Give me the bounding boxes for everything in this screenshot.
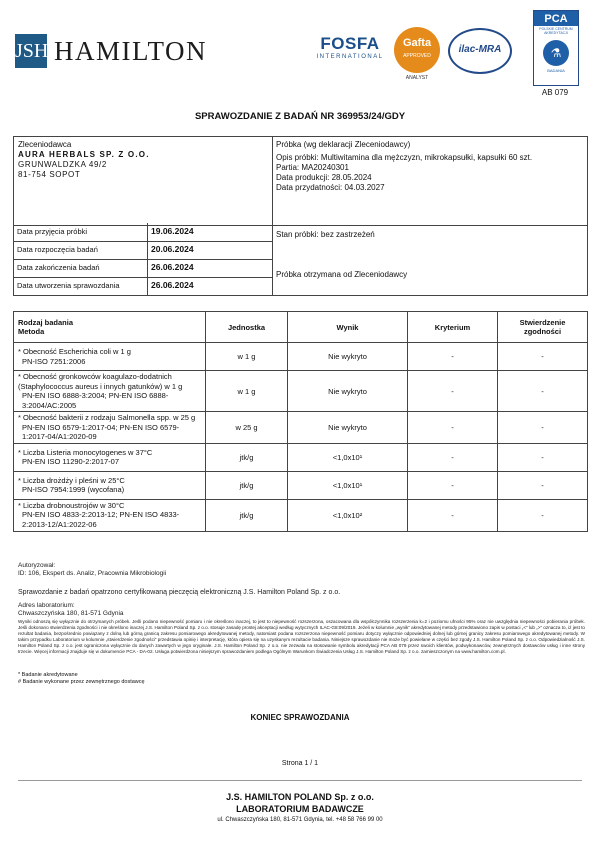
legend-accredited: * Badanie akredytowane <box>18 672 78 678</box>
gafta-analyst-label: ANALYST <box>405 75 429 81</box>
result-cell: <1,0x10¹ <box>288 471 408 499</box>
client-street: GRUNWALDZKA 49/2 <box>18 160 107 169</box>
sample-description: Opis próbki: Multiwitamina dla mężczyzn, mikrokapsułki, kapsułki 60 szt. <box>276 153 533 162</box>
pca-subtitle: POLSKIE CENTRUM AKREDYTACJI <box>539 27 573 35</box>
dates-divider <box>272 223 273 295</box>
gafta-approved: APPROVED <box>403 53 431 59</box>
authorized-label: Autoryzował: <box>18 562 56 569</box>
client-city: 81-754 SOPOT <box>18 170 81 179</box>
test-cell: * Liczba drożdży i pleśni w 25°C PN-ISO 7954:1999 (wycofana) <box>14 471 206 499</box>
conformity-cell: - <box>498 343 588 371</box>
criterion-cell: - <box>408 499 498 531</box>
test-cell: * Liczba drobnoustrojów w 30°C PN-EN ISO 4833-2:2013-12; PN-EN ISO 4833-2:2013-12/A1:2022-06 <box>14 499 206 531</box>
date-row-end <box>13 259 272 278</box>
sample-validity-date: Data przydatności: 04.03.2027 <box>276 183 385 192</box>
header-unit: Jednostka <box>206 312 288 343</box>
fosfa-subtitle: INTERNATIONAL <box>316 54 384 60</box>
header-conformity: Stwierdzenie zgodności <box>498 312 588 343</box>
unit-cell: jtk/g <box>206 443 288 471</box>
pca-lab-label: BADANIA <box>547 68 565 73</box>
result-cell: Nie wykryto <box>288 412 408 444</box>
date-value: 26.06.2024 <box>151 280 194 290</box>
client-sample-divider <box>272 136 273 225</box>
end-of-report: KONIEC SPRAWOZDANIA <box>250 713 350 722</box>
test-cell: * Liczba Listeria monocytogenes w 37°C PN-EN ISO 11290-2:2017-07 <box>14 443 206 471</box>
page-number: Strona 1 / 1 <box>281 760 319 767</box>
conformity-cell: - <box>498 499 588 531</box>
table-row <box>14 371 588 412</box>
table-row <box>14 499 588 531</box>
table-row <box>14 412 588 444</box>
sample-header: Próbka (wg deklaracji Zleceniodawcy) <box>276 140 411 149</box>
header-result: Wynik <box>288 312 408 343</box>
sample-received-from: Próbka otrzymana od Zleceniodawcy <box>276 270 408 279</box>
conformity-cell: - <box>498 471 588 499</box>
legend-external: # Badanie wykonane przez zewnętrznego dostawcę <box>18 679 145 685</box>
authorized-value: ID: 106, Ekspert ds. Analiz, Pracownia Mikrobiologii <box>18 570 167 577</box>
lab-address-value: Chwaszczyńska 180, 81-571 Gdynia <box>18 610 124 617</box>
footer-lab: LABORATORIUM BADAWCZE <box>236 804 364 814</box>
test-cell: * Obecność Escherichia coli w 1 g PN-ISO 7251:2006 <box>14 343 206 371</box>
date-label: Data utworzenia sprawozdania <box>17 281 120 290</box>
date-value: 26.06.2024 <box>151 262 194 272</box>
results-table <box>13 311 588 532</box>
date-label: Data rozpoczęcia badań <box>17 245 98 254</box>
table-row <box>14 343 588 371</box>
result-cell: <1,0x10² <box>288 499 408 531</box>
unit-cell: w 25 g <box>206 412 288 444</box>
date-row-created <box>13 277 272 295</box>
footer-company: J.S. HAMILTON POLAND Sp. z o.o. <box>226 792 374 802</box>
criterion-cell: - <box>408 471 498 499</box>
header-criterion: Kryterium <box>408 312 498 343</box>
unit-cell: jtk/g <box>206 471 288 499</box>
conformity-cell: - <box>498 443 588 471</box>
criterion-cell: - <box>408 443 498 471</box>
client-label: Zleceniodawca <box>18 140 72 149</box>
result-cell: Nie wykryto <box>288 343 408 371</box>
disclaimer-text: Wyniki odnoszą się wyłącznie do otrzymanych próbek. Jeśli podano niepewność pomiaru i nie określono inaczej, to jest to niepewność rozszerzona, oszacowana dla współczynnika rozszerzenia k=2 i poziomu ufności 95% oraz nie uwzględnia niepewności pobierania próbek. Jeśli dokonano stwierdzenia zgodności i nie określono inaczej J.S. Hamilton Poland Sp. z o.o. stosuje zasadę prostej akceptacji według wytycznych ILAC-G8:09/2019. Jeżeli w kolumnie „wynik” akredytowanej metody przedstawiono zapis w postaci „<” lub „>” oznacza to, iż jest to rezultat badania, bezpośrednio powiązany z dolną lub górną granicą zakresu pomiarowego akredytowanej metody, natomiast podana rozszerzona niepewność pomiaru dotyczy wyłącznie odpowiedniej dolnej lub górnej granicy zakresu pomiarowego akredytowanej metody. W takim przypadku Laboratorium w kolumnie „stwierdzenie zgodności” przedstawia opinię i interpretację, która opiera się na uzyskanym rezultacie badania. Niniejsze sprawozdanie nie może być powielane w części bez zgody J.S. Hamilton Poland Sp. z o.o. Odpowiedzialność J.S. Hamilton Poland Sp. z o.o. jest ograniczona wyłącznie do danych zawartych w jego oryginale. J.S. Hamilton Poland Sp. z o.o. nie zezwala na stosowanie symbolu akredytacji PCA AB 079 przez swoich klientów, podwykonawców, zewnętrznych dostawców usług i inne strony trzecie. Więcej informacji znajduje się w dokumencie PCA - DA-02. Usługa potwierdzona niniejszym sprawozdaniem podlega Ogólnym Warunkom Świadczenia Usług J.S. Hamilton Poland Sp. z o.o. zamieszczonym na www.hamilton.com.pl. <box>18 619 585 654</box>
conformity-cell: - <box>498 371 588 412</box>
gafta-name: Gafta <box>402 37 432 49</box>
client-name: AURA HERBALS SP. Z O.O. <box>18 150 150 159</box>
signature-note: Sprawozdanie z badań opatrzono certyfikowaną pieczęcią elektroniczną J.S. Hamilton Poland Sp. z o.o. <box>18 589 341 596</box>
company-logo-text: HAMILTON <box>54 36 208 66</box>
sample-production-date: Data produkcji: 28.05.2024 <box>276 173 372 182</box>
pca-name: PCA <box>534 11 578 26</box>
fosfa-logo <box>310 34 390 60</box>
accreditation-number: AB 079 <box>541 88 569 97</box>
conformity-cell: - <box>498 412 588 444</box>
report-title: SPRAWOZDANIE Z BADAŃ NR 369953/24/GDY <box>194 111 406 122</box>
lab-address-label: Adres laboratorium: <box>18 602 75 609</box>
date-value: 20.06.2024 <box>151 244 194 254</box>
criterion-cell: - <box>408 412 498 444</box>
date-label: Data zakończenia badań <box>17 263 100 272</box>
unit-cell: w 1 g <box>206 371 288 412</box>
criterion-cell: - <box>408 371 498 412</box>
pca-accreditation-logo <box>533 10 579 86</box>
test-cell: * Obecność gronkowców koagulazo-dodatnich (Staphylococcus aureus i innych gatunków) w 1 g PN-EN ISO 6888-3:2004; PN-EN ISO 6888-3:2004/AC:2005 <box>14 371 206 412</box>
flask-icon: ⚗ <box>543 40 569 66</box>
test-cell: * Obecność bakterii z rodzaju Salmonella spp. w 25 g PN-EN ISO 6579-1:2017-04; PN-EN ISO 6579-1:2017-04/A1:2020-09 <box>14 412 206 444</box>
ilac-mra-logo: ilac-MRA <box>448 28 512 74</box>
date-label: Data przyjęcia próbki <box>17 227 88 236</box>
result-cell: Nie wykryto <box>288 371 408 412</box>
sample-state: Stan próbki: bez zastrzeżeń <box>276 230 375 239</box>
company-logo-mark: JSH <box>15 34 47 68</box>
footer-divider <box>18 780 582 781</box>
date-row-received <box>13 223 272 242</box>
sample-batch: Partia: MA20240301 <box>276 163 349 172</box>
footer-address: ul. Chwaszczyńska 180, 81-571 Gdynia, tel. +48 58 766 99 00 <box>217 817 383 823</box>
result-cell: <1,0x10¹ <box>288 443 408 471</box>
date-value: 19.06.2024 <box>151 226 194 236</box>
date-row-start <box>13 241 272 260</box>
table-row <box>14 443 588 471</box>
unit-cell: w 1 g <box>206 343 288 371</box>
table-row <box>14 471 588 499</box>
header-method: Rodzaj badania Metoda <box>14 312 206 343</box>
unit-cell: jtk/g <box>206 499 288 531</box>
fosfa-name: FOSFA <box>320 34 380 53</box>
gafta-logo <box>394 27 440 73</box>
results-header-row <box>14 312 588 343</box>
criterion-cell: - <box>408 343 498 371</box>
